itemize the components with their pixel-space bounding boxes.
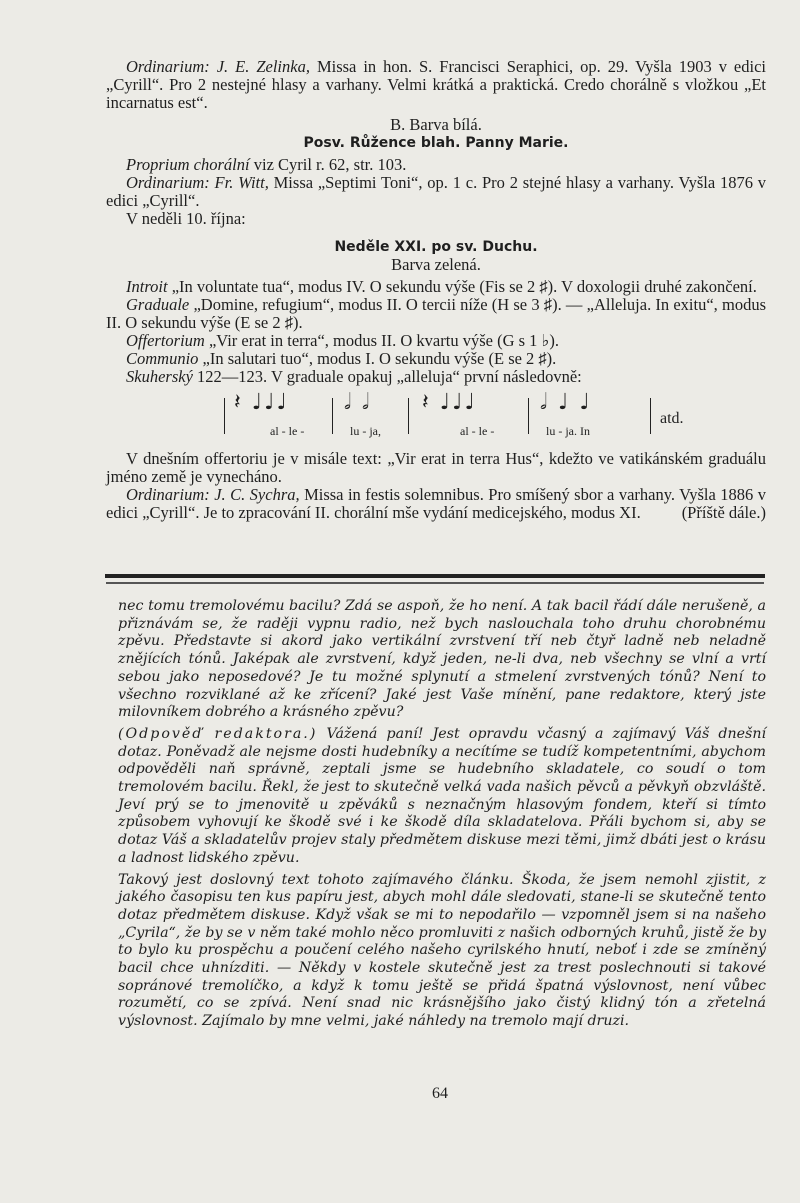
article-section (118, 598, 766, 1031)
ordinarium-witt: Ordinarium: Fr. Witt, Missa „Septimi Toni“, op. 1 c. Pro 2 stejné hlasy a varhany. Vyšla 1876 v edici „Cyrill“. (106, 173, 766, 210)
feast-rosary: Posv. Růžence blah. Panny Marie. (303, 135, 569, 151)
offertory-note: V dnešním offertoriu je v misále text: „Vir erat in terra Hus“, kdežto ve vatikánském graduálu jméno země je vynecháno. (106, 449, 766, 486)
introit: Introit „In voluntate tua“, modus IV. O sekundu výše (Fis se 2 ♯). V doxologii druhé zakončení. (126, 277, 757, 296)
editor-reply-label: (Odpověď redaktora.) (118, 725, 318, 742)
communio: Communio „In salutari tuo“, modus I. O sekundu výše (E se 2 ♯). (126, 349, 557, 368)
color-green: Barva zelená. (391, 255, 481, 274)
bar-line (650, 398, 651, 434)
ordinarium-sychra: Ordinarium: J. C. Sychra, Missa in festis solemnibus. Pro smíšený sbor a varhany. Vyšla 1886 v edici „Cyrill“. Je to zpracování II. chorální mše vydání medicejského, modus XI. (Příště dále.) (106, 485, 766, 522)
article-paragraph-2: (Odpověď redaktora.) Vážená paní! Jest opravdu včasný a zajímavý Váš dnešní dotaz. Poněvadž ale nejsme dosti hudebníky a necítíme se tudíž kompetentními, abychom odpověděli naň správně, zeptali jsme se hudebního skladatele, co soudí o tom tremolovém bacilu. Řekl, že jest to skutečně velká vada našich pěvců a pěvkyň obzvláště. Jeví prý se to jmenovitě u zpěváků s neznačným hlasovým fondem, kteří si tímto způsobem vyhovují ke škodě své i ke škodě díla skladatelova. Přáli bychom si, aby se dotaz Váš a skladatelův projev staly předmětem diskuse mezi těmi, jimž dbáti jest o krásu a ladnost lidského zpěvu. (118, 725, 767, 866)
article-paragraph-3: Takový jest doslovný text tohoto zajímavého článku. Škoda, že jsem nemohl zjistit, z jakého časopisu ten kus papíru jest, abych mohl dále sledovati, stane-li se skutečně tento dotaz předmětem diskuse. Když však se mi to nepodařilo — vzpomněl jsem si na našeho „Cyrila“, že by se v něm také mohlo něco promluviti z našich odborných kruhů, jistě že by to bylo ku prospěchu a poučení celého našeho cyrilského hnutí, neboť i zde se zmíněný bacil chce uhnízditi. — Někdy v kostele skutečně jest za trest poslechnouti si takové sopránové tremolíčko, a když k tomu ještě se přidá špatná výslovnost, není vůbec rozumětí, co se zpívá. Není snad nic krásnějšího jako čistý klidný tón a zřetelná výslovnost. Zajímalo by mne velmi, jaké náhledy na tremolo mají druzi. (118, 871, 766, 1030)
bar-line (332, 398, 333, 434)
feast-xxi-sunday: Neděle XXI. po sv. Duchu. (334, 239, 538, 255)
lyrics-group-3: al - le - (460, 424, 495, 438)
bar-line (528, 398, 529, 434)
color-white: B. Barva bílá. (390, 115, 482, 134)
lyrics-group-4: lu - ja. In (546, 424, 590, 438)
bar-line (224, 398, 225, 434)
notes-group-3: 𝄽 ♩♩♩ (422, 390, 477, 415)
notes-group-1: 𝄽 ♩♩♩ (234, 390, 289, 415)
notes-group-4: 𝅗𝅥 ♩ ♩ (540, 390, 592, 415)
article-paragraph-1: nec tomu tremolovému bacilu? Zdá se aspoň, že ho není. A tak bacil řádí dále nerušeně, a přiznávám se, že raději vypnu radio, než bych naslouchala toho druhu chorobnému zpěvu. Představte si akord jako vertikální zvrstvení tří neb čtyř ladně neb neladně znějících tónů. Jaképak ale zvrstvení, když jeden, ne-li dva, neb všechny se vlní a vrtí sebou jako neposedové? Je tu možné splynutí a stmelení zvrstvených tónů? Není to všechno rozviklané až ke zřícení? Jaké jest Vaše mínění, pane redaktore, který jste milovníkem dobrého a krásného zpěvu? (118, 598, 766, 721)
notes-group-2: 𝅗𝅥 𝅗𝅥 (344, 390, 371, 415)
liturgical-section (106, 58, 766, 522)
offertorium: Offertorium „Vir erat in terra“, modus II. O kvartu výše (G s 1 ♭). (126, 331, 559, 350)
bar-line (408, 398, 409, 434)
etc-label: atd. (660, 410, 684, 427)
music-notation (216, 392, 696, 444)
section-divider (105, 574, 765, 578)
continued-note: (Příště dále.) (681, 503, 766, 522)
ordinarium-zelinka: Ordinarium: J. E. Zelinka, Missa in hon. S. Francisci Seraphici, op. 29. Vyšla 1903 v edici „Cyrill“. Pro 2 nestejné hlasy a varhany. Velmi krátká a praktická. Credo chorálně s vložkou „Et incarnatus est“. (106, 57, 767, 112)
skuhersky-note: Skuherský 122—123. V graduale opakuj „alleluja“ první následovně: (126, 367, 582, 386)
lyrics-group-1: al - le - (270, 424, 305, 438)
page-number: 64 (432, 1085, 448, 1102)
date-line: V neděli 10. října: (126, 209, 246, 228)
proprium-chorale: Proprium chorální viz Cyril r. 62, str. 103. (126, 155, 407, 174)
lyrics-group-2: lu - ja, (350, 424, 381, 438)
graduale: Graduale „Domine, refugium“, modus II. O tercii níže (H se 3 ♯). — „Alleluja. In exitu“, modus II. O sekundu výše (E se 2 ♯). (106, 295, 766, 332)
